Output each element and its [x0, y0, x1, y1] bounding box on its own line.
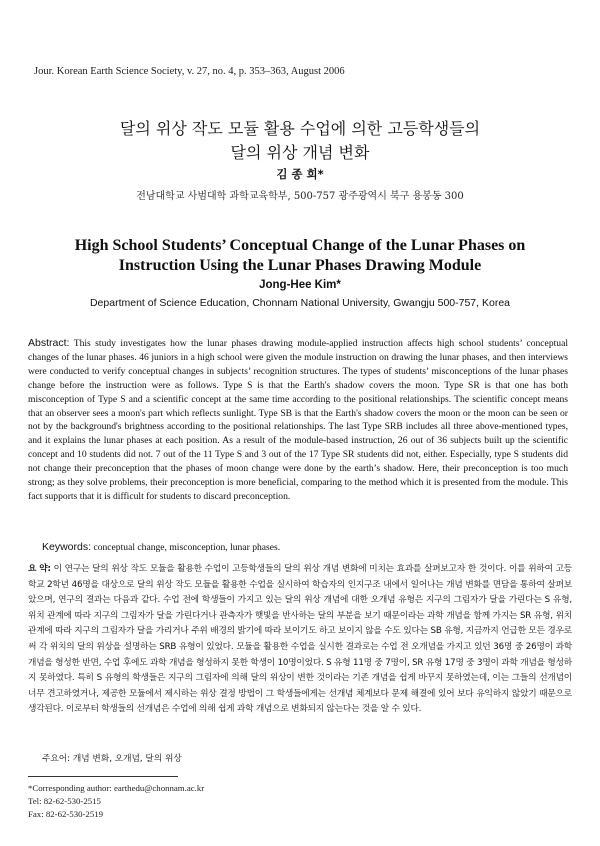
korean-keywords-text: 개념 변화, 오개념, 달의 위상	[72, 754, 182, 764]
korean-title-line-2: 달의 위상 개념 변화	[230, 143, 370, 162]
korean-title-line-1: 달의 위상 작도 모듈 활용 수업에 의한 고등학생들의	[119, 119, 481, 138]
footnote-divider	[28, 776, 178, 777]
korean-keywords	[42, 752, 562, 764]
english-title-line-2: Instruction Using the Lunar Phases Drawing Module	[118, 257, 482, 274]
korean-abstract	[28, 562, 572, 718]
keywords-text: conceptual change, misconception, lunar phases.	[93, 542, 281, 553]
korean-keywords-label: 주요어:	[42, 754, 71, 764]
keywords-label: Keywords:	[42, 541, 92, 553]
abstract-text: This study investigates how the lunar phases drawing module-applied instruction affects high school students’ conceptual changes of the lunar phases. 46 juniors in a high school were given the module instruction on drawing the lunar phases, and then interviews were conducted to verify conceptual changes in subjects’ recognition structures. The types of students’ misconceptions of the lunar phases change before the instruction were as follows. Type S is that the Earth's shadow covers the moon. Type SR is that one has both misconception of Type S and a scientific concept at the same time according to the positional relationships. The scientific concept means that an observer sees a moon's part which reflects sunlight. Type SB is that the Earth's shadow covers the moon or the moon can be seen or not by the background's brightness according to the positional relationships. The last Type SRB includes all three above-mentioned types, and it explains the lunar phases at each position. As a result of the module-based instruction, 26 out of 36 subjects built up the scientific concept and 10 students did not. 7 out of the 11 Type S and 3 out of the 17 Type SR students did not, either. Especially, type S students did not change their preconception that the phases of moon change were done by the earth’s shadow. Here, their preconception is too much strong; as they solve problems, their preconception is more beneficial, comparing to the method which it is presented from the module. This fact supports that it is difficult for students to discard preconception.	[28, 338, 569, 502]
abstract-label: Abstract:	[28, 337, 70, 349]
corresponding-author: *Corresponding author: earthedu@chonnam.ac.kr	[28, 783, 205, 793]
korean-affiliation: 전남대학교 사범대학 과학교육학부, 500-757 광주광역시 북구 용봉동 300	[136, 191, 464, 202]
english-title	[30, 236, 570, 276]
korean-author: 김 종 희*	[276, 167, 324, 181]
telephone: Tel: 82-62-530-2515	[28, 796, 101, 806]
english-affiliation: Department of Science Education, Chonnam National University, Gwangju 500-757, Korea	[89, 297, 511, 309]
english-author: Jong-Hee Kim*	[259, 279, 341, 291]
korean-title	[30, 117, 570, 165]
english-keywords	[42, 541, 562, 553]
english-title-line-1: High School Students’ Conceptual Change of the Lunar Phases on	[74, 237, 526, 254]
korean-abstract-text: 이 연구는 달의 위상 작도 모듈을 활용한 수업이 고등학생들의 달의 위상 개념 변화에 미치는 효과를 살펴보고자 한 것이다. 이를 위하여 고등학교 2학년 46명을 대상으로 달의 위상 작도 모듈을 활용한 수업을 실시하여 학습자의 인지구조 내에서 일어나는 개념 변화를 면담을 통하여 살펴보았으며, 연구의 결과는 다음과 같다. 수업 전에 학생들이 가지고 있는 달의 위상 개념에 대한 오개념 유형은 지구의 그림자가 달을 가린다는 S 유형, 위치 관계에 따라 지구의 그림자가 달을 가린다거나 관측자가 햇빛을 반사하는 달의 부분을 보기 때문이라는 과학 개념을 함께 가지는 SR 유형, 위치 관계에 따라 지구의 그림자가 달을 가리거나 주위 배경의 밝기에 따라 보이기도 하고 보이지 않을 수도 있다는 SB 유형, 지금까지 언급한 모든 경우로써 각 위치의 달의 위상을 설명하는 SRB 유형이 있었다. 모듈을 활용한 수업을 실시한 결과로는 수업 전 오개념을 가지고 있던 36명 중 26명이 과학 개념을 형성한 반면, 수업 후에도 과학 개념을 형성하지 못한 학생이 10명이었다. S 유형 11명 중 7명이, SR 유형 17명 중 3명이 과학 개념을 형성하지 못하였다. 특히 S 유형의 학생들은 지구의 그림자에 의해 달의 위상이 변한 것이라는 기존 개념을 쉽게 바꾸지 못하였는데, 이는 그들의 선개념이 너무 견고하였거나, 제공한 모듈에서 제시하는 위상 결정 방법이 그 학생들에게는 선개념 체계보다 문제 해결에 있어 보다 유익하지 않았기 때문으로 생각된다. 이로부터 학생들의 선개념은 수업에 의해 쉽게 과학 개념으로 변화되지 않는다는 것을 알 수 있다.	[28, 564, 573, 715]
journal-citation: Jour. Korean Earth Science Society, v. 27, no. 4, p. 353–363, August 2006	[34, 66, 345, 77]
english-abstract	[28, 337, 568, 504]
fax: Fax: 82-62-530-2519	[28, 809, 104, 819]
korean-abstract-label: 요 약:	[28, 564, 51, 574]
